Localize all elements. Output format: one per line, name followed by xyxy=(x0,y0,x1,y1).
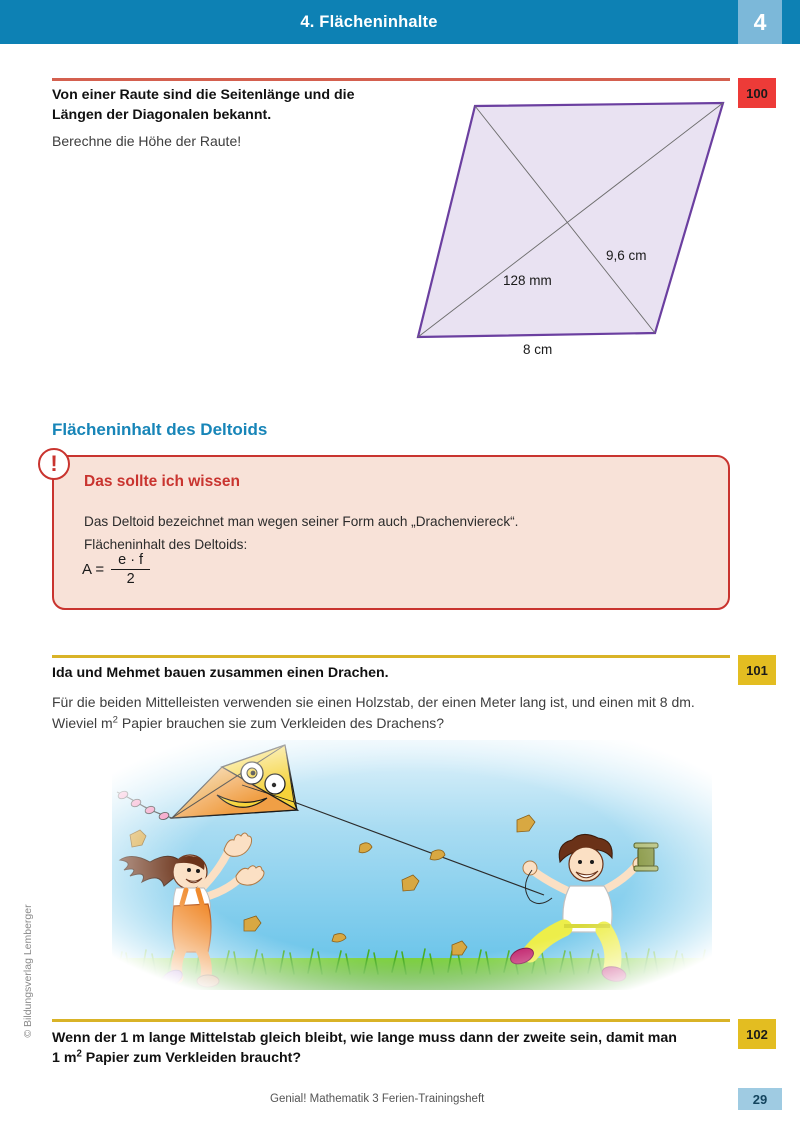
exercise-102-line2 xyxy=(52,1048,734,1068)
page-title: 4. Flächeninhalte xyxy=(300,12,438,31)
formula-fraction xyxy=(111,552,150,587)
info-box-title: Das sollte ich wissen xyxy=(84,473,240,490)
page-number: 29 xyxy=(738,1088,782,1110)
info-box-line1: Das Deltoid bezeichnet man wegen seiner Form auch „Drachenviereck“. xyxy=(84,514,519,529)
kite-illustration xyxy=(112,740,712,990)
chapter-number-badge: 4 xyxy=(738,0,782,44)
exercise-102-line2-sup: 2 xyxy=(76,1048,82,1060)
info-box-line2: Flächeninhalt des Deltoids: xyxy=(84,537,248,552)
deltoid-area-formula xyxy=(82,552,150,587)
illustration-vignette xyxy=(112,740,712,990)
footer-title: Genial! Mathematik 3 Ferien-Trainingsheft xyxy=(270,1093,485,1105)
exercise-100-prompt-line2: Längen der Diagonalen bekannt. xyxy=(52,107,272,123)
exercise-102-number: 102 xyxy=(738,1019,776,1049)
formula-numerator: e · f xyxy=(118,552,144,568)
copyright-notice: © Bildungsverlag Lemberger xyxy=(22,904,34,1038)
info-box xyxy=(52,455,730,610)
exercise-101-body-line1: Für die beiden Mittelleisten verwenden sie einen Holzstab, der einen Meter lang ist, und einen mit 8 dm. xyxy=(52,694,695,710)
rhombus-figure xyxy=(398,88,758,373)
exercise-101-body-line2 xyxy=(52,713,752,734)
exercise-102-line2-pre: 1 m xyxy=(52,1050,77,1066)
body-line2-post: Papier brauchen sie zum Verkleiden des Drachens? xyxy=(117,715,445,731)
exercise-100-number: 100 xyxy=(738,78,776,108)
page-header xyxy=(0,0,800,44)
exercise-100-instruction: Berechne die Höhe der Raute! xyxy=(52,133,242,149)
body-line2-sup: 2 xyxy=(112,714,118,726)
exercise-102-rule xyxy=(52,1019,730,1022)
kite-illustration-svg xyxy=(112,740,712,990)
label-side: 8 cm xyxy=(523,342,553,357)
body-line2-pre: Wieviel m xyxy=(52,715,113,731)
label-diagonal-short: 9,6 cm xyxy=(606,248,647,263)
rhombus-svg xyxy=(398,88,758,373)
exercise-101-prompt: Ida und Mehmet bauen zusammen einen Drachen. xyxy=(52,665,389,681)
exercise-100-prompt-line1: Von einer Raute sind die Seitenlänge und die xyxy=(52,87,355,103)
formula-denominator: 2 xyxy=(126,571,135,588)
section-heading: Flächeninhalt des Deltoids xyxy=(52,420,268,439)
exclamation-icon: ! xyxy=(38,448,70,480)
label-diagonal-long: 128 mm xyxy=(503,273,552,288)
exercise-101-number: 101 xyxy=(738,655,776,685)
exercise-102-line1: Wenn der 1 m lange Mittelstab gleich bleibt, wie lange muss dann der zweite sein, damit man xyxy=(52,1030,677,1046)
exercise-100-rule xyxy=(52,78,730,81)
exercise-102-line2-post: Papier zum Verkleiden braucht? xyxy=(81,1050,302,1066)
exercise-101-rule xyxy=(52,655,730,658)
formula-lhs: A = xyxy=(82,561,105,579)
